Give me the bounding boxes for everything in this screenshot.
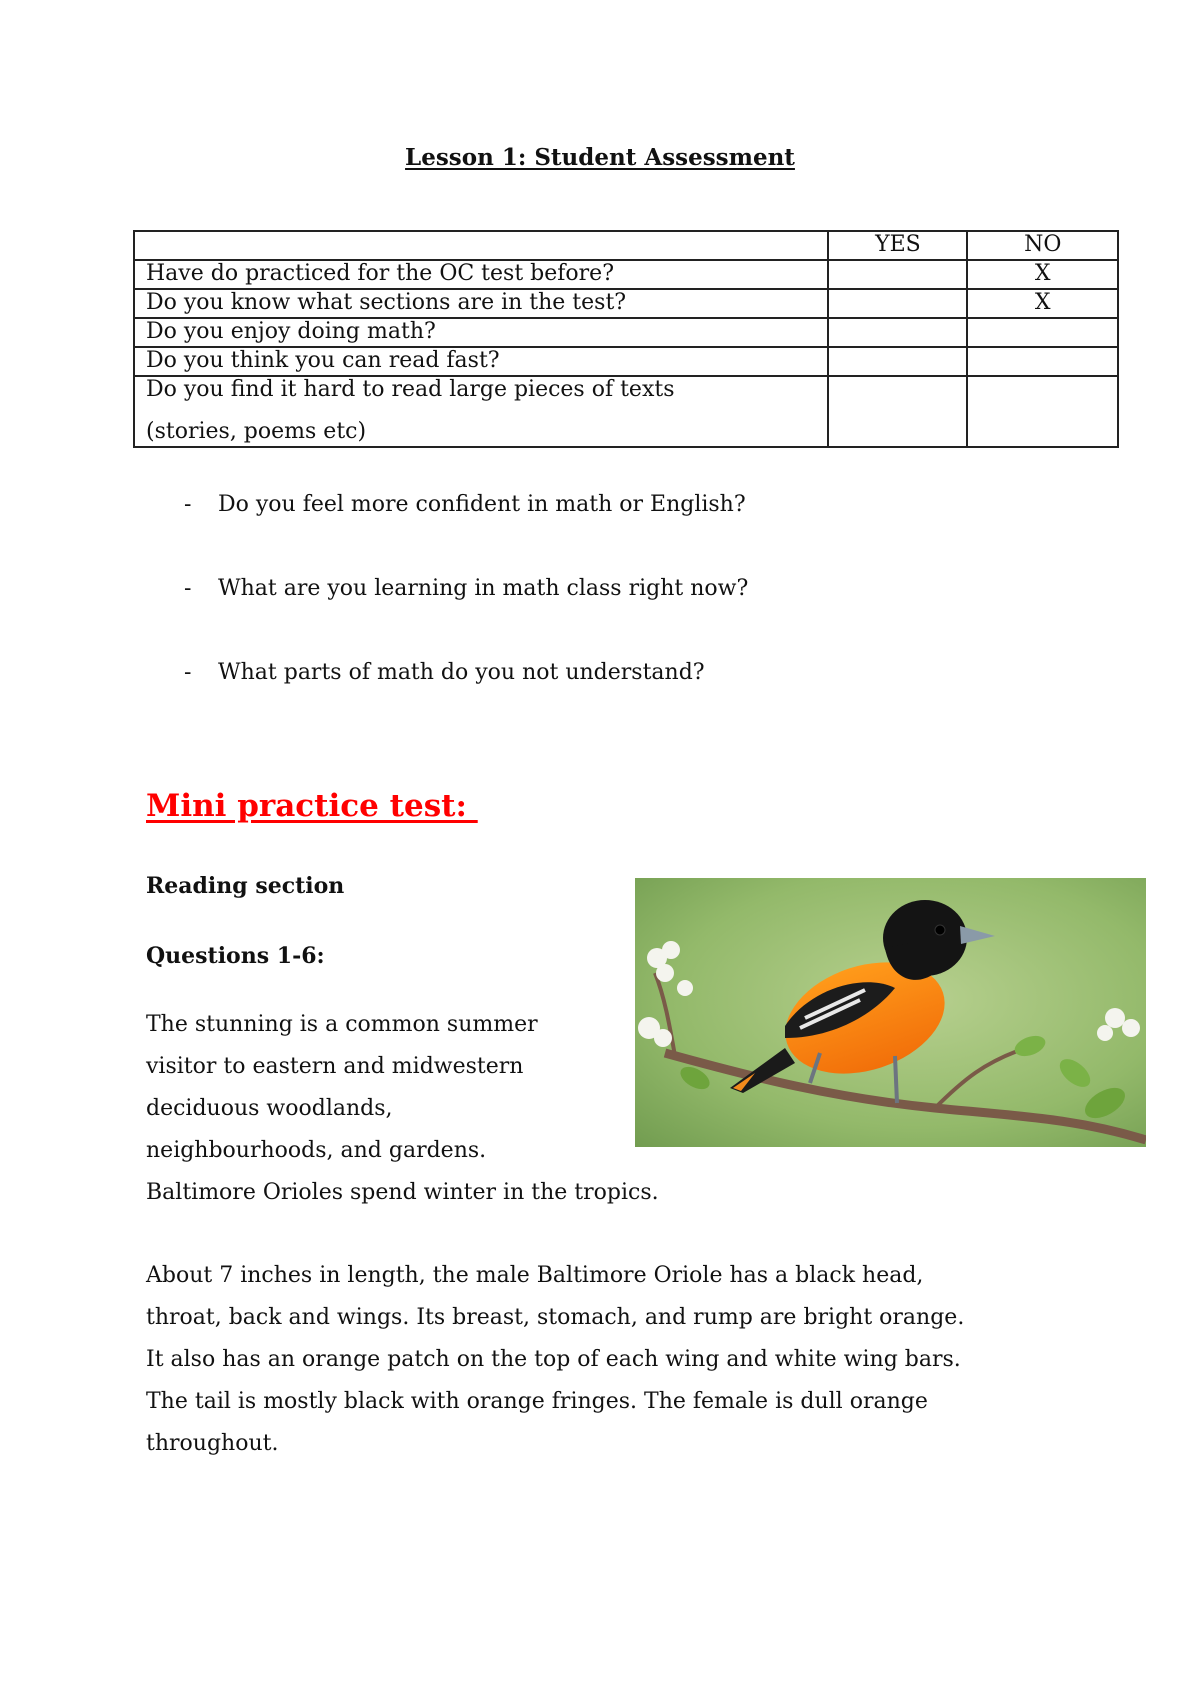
eye — [935, 925, 945, 935]
section-title: Mini practice test: — [146, 788, 478, 824]
question-cell — [134, 376, 828, 447]
page-title: Lesson 1: Student Assessment — [405, 144, 795, 171]
text-line: throughout. — [146, 1431, 279, 1456]
table-row — [134, 318, 1118, 347]
text-line: About 7 inches in length, the male Baltimore Oriole has a black head, — [146, 1263, 924, 1288]
table-row — [134, 260, 1118, 289]
no-cell[interactable] — [967, 376, 1118, 447]
table-row — [134, 376, 1118, 447]
question-line: (stories, poems etc) — [146, 419, 367, 444]
list-item-text: Do you feel more confident in math or English? — [218, 492, 746, 517]
no-cell[interactable]: X — [967, 289, 1118, 318]
text-line: It also has an orange patch on the top of each wing and white wing bars. — [146, 1347, 961, 1372]
text-line: The stunning is a common summer — [146, 1012, 538, 1037]
header-yes-cell: YES — [828, 231, 967, 260]
question-cell: Do you know what sections are in the test? — [134, 289, 828, 318]
assessment-table — [133, 230, 1119, 448]
question-cell: Have do practiced for the OC test before? — [134, 260, 828, 289]
yes-cell[interactable] — [828, 289, 967, 318]
list-item-text: What parts of math do you not understand? — [218, 660, 705, 685]
text-line: neighbourhoods, and gardens. — [146, 1138, 487, 1163]
text-line: Baltimore Orioles spend winter in the tropics. — [146, 1180, 659, 1205]
text-line: deciduous woodlands, — [146, 1096, 393, 1121]
yes-cell[interactable] — [828, 347, 967, 376]
header-question-cell — [134, 231, 828, 260]
no-cell[interactable]: X — [967, 260, 1118, 289]
question-line: Do you find it hard to read large pieces of texts — [146, 377, 675, 402]
text-line: visitor to eastern and midwestern — [146, 1054, 524, 1079]
yes-cell[interactable] — [828, 260, 967, 289]
table-row — [134, 289, 1118, 318]
text-line: The tail is mostly black with orange fringes. The female is dull orange — [146, 1389, 928, 1414]
questions-heading: Questions 1-6: — [146, 943, 325, 969]
text-line: throat, back and wings. Its breast, stomach, and rump are bright orange. — [146, 1305, 965, 1330]
table-header-row — [134, 231, 1118, 260]
paragraph-2 — [146, 1255, 964, 1465]
question-cell: Do you think you can read fast? — [134, 347, 828, 376]
header-no-cell: NO — [967, 231, 1118, 260]
table-row — [134, 347, 1118, 376]
yes-cell[interactable] — [828, 376, 967, 447]
no-cell[interactable] — [967, 347, 1118, 376]
no-cell[interactable] — [967, 318, 1118, 347]
paragraph-1 — [146, 1004, 659, 1214]
bullet-marker: - — [184, 660, 192, 685]
bullet-marker: - — [184, 576, 192, 601]
yes-cell[interactable] — [828, 318, 967, 347]
list-item-text: What are you learning in math class right now? — [218, 576, 749, 601]
reading-section-heading: Reading section — [146, 873, 345, 899]
oriole-illustration — [635, 878, 1146, 1147]
bullet-marker: - — [184, 492, 192, 517]
oriole-photo — [635, 878, 1146, 1147]
question-cell: Do you enjoy doing math? — [134, 318, 828, 347]
